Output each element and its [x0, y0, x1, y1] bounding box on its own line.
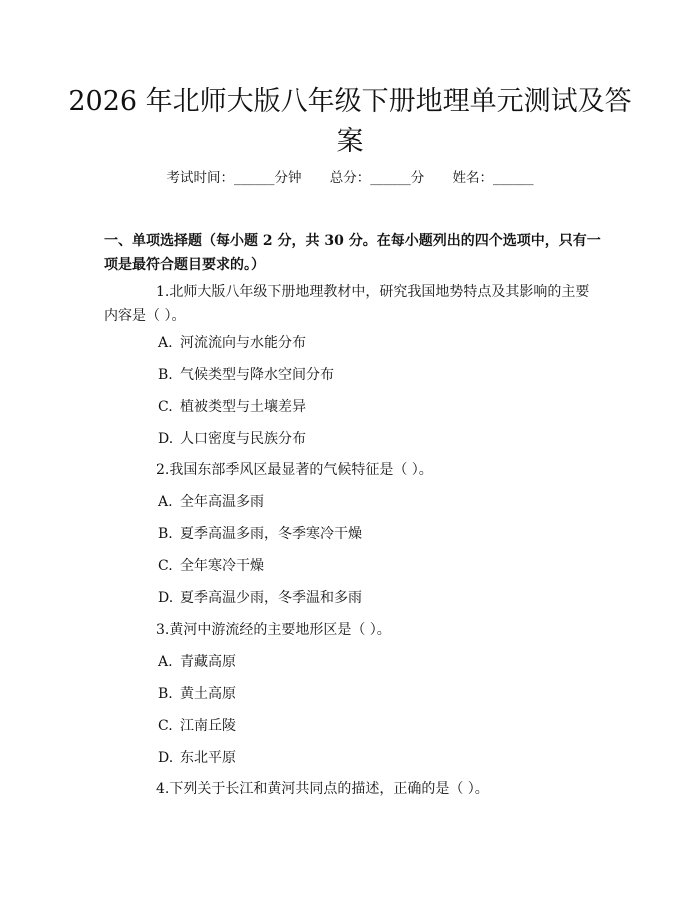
question-number: 1.: [156, 284, 170, 300]
question-number: 4.: [156, 781, 170, 797]
option-text: 全年寒冷干燥: [180, 558, 264, 574]
option: [158, 331, 306, 355]
option: [158, 682, 236, 706]
option: [158, 746, 236, 770]
option-letter: B.: [158, 526, 173, 542]
option-letter: C.: [158, 399, 173, 415]
question-1: [104, 280, 598, 328]
option-letter: A.: [158, 654, 173, 670]
option: [158, 522, 362, 546]
question-stem: 北师大版八年级下册地理教材中，研究我国地势特点及其影响的主要内容是（ ）。: [104, 284, 590, 324]
option: [158, 586, 362, 610]
option: [158, 427, 306, 451]
option: [158, 395, 306, 419]
question-4: [104, 777, 598, 801]
option: [158, 650, 236, 674]
question-number: 2.: [156, 462, 170, 478]
option-text: 气候类型与降水空间分布: [180, 367, 334, 383]
question-3: [104, 618, 598, 642]
option-text: 青藏高原: [180, 654, 236, 670]
question-2: [104, 458, 598, 482]
option-text: 夏季高温少雨，冬季温和多雨: [180, 590, 362, 606]
option-letter: A.: [158, 494, 173, 510]
option-text: 江南丘陵: [180, 718, 236, 734]
option-text: 夏季高温多雨，冬季寒冷干燥: [180, 526, 362, 542]
option-text: 河流流向与水能分布: [180, 335, 306, 351]
option-text: 人口密度与民族分布: [180, 431, 306, 447]
option-letter: B.: [158, 686, 173, 702]
option-text: 黄土高原: [180, 686, 236, 702]
option-letter: A.: [158, 335, 173, 351]
option-letter: B.: [158, 367, 173, 383]
option-letter: D.: [158, 431, 174, 447]
option-text: 植被类型与土壤差异: [180, 399, 306, 415]
exam-time: 考试时间：______分钟: [166, 170, 302, 186]
document-title: 2026 年北师大版八年级下册地理单元测试及答案: [68, 86, 632, 157]
option-letter: C.: [158, 718, 173, 734]
question-stem: 下列关于长江和黄河共同点的描述，正确的是（ ）。: [169, 781, 489, 797]
question-stem: 黄河中游流经的主要地形区是（ ）。: [169, 622, 391, 638]
question-stem: 我国东部季风区最显著的气候特征是（ ）。: [169, 462, 433, 478]
option: [158, 490, 264, 514]
exam-student-name: 姓名：______: [452, 170, 534, 186]
exam-total-score: 总分：______分: [329, 170, 425, 186]
option-text: 全年高温多雨: [180, 494, 264, 510]
section-heading: 一、单项选择题（每小题 2 分，共 30 分。在每小题列出的四个选项中，只有一项是最符合题目要求的。）: [104, 233, 601, 273]
exam-meta: [0, 168, 700, 188]
option-letter: C.: [158, 558, 173, 574]
option-text: 东北平原: [180, 750, 236, 766]
option-letter: D.: [158, 590, 174, 606]
option: [158, 554, 264, 578]
option: [158, 363, 334, 387]
option: [158, 714, 236, 738]
option-letter: D.: [158, 750, 174, 766]
question-number: 3.: [156, 622, 170, 638]
